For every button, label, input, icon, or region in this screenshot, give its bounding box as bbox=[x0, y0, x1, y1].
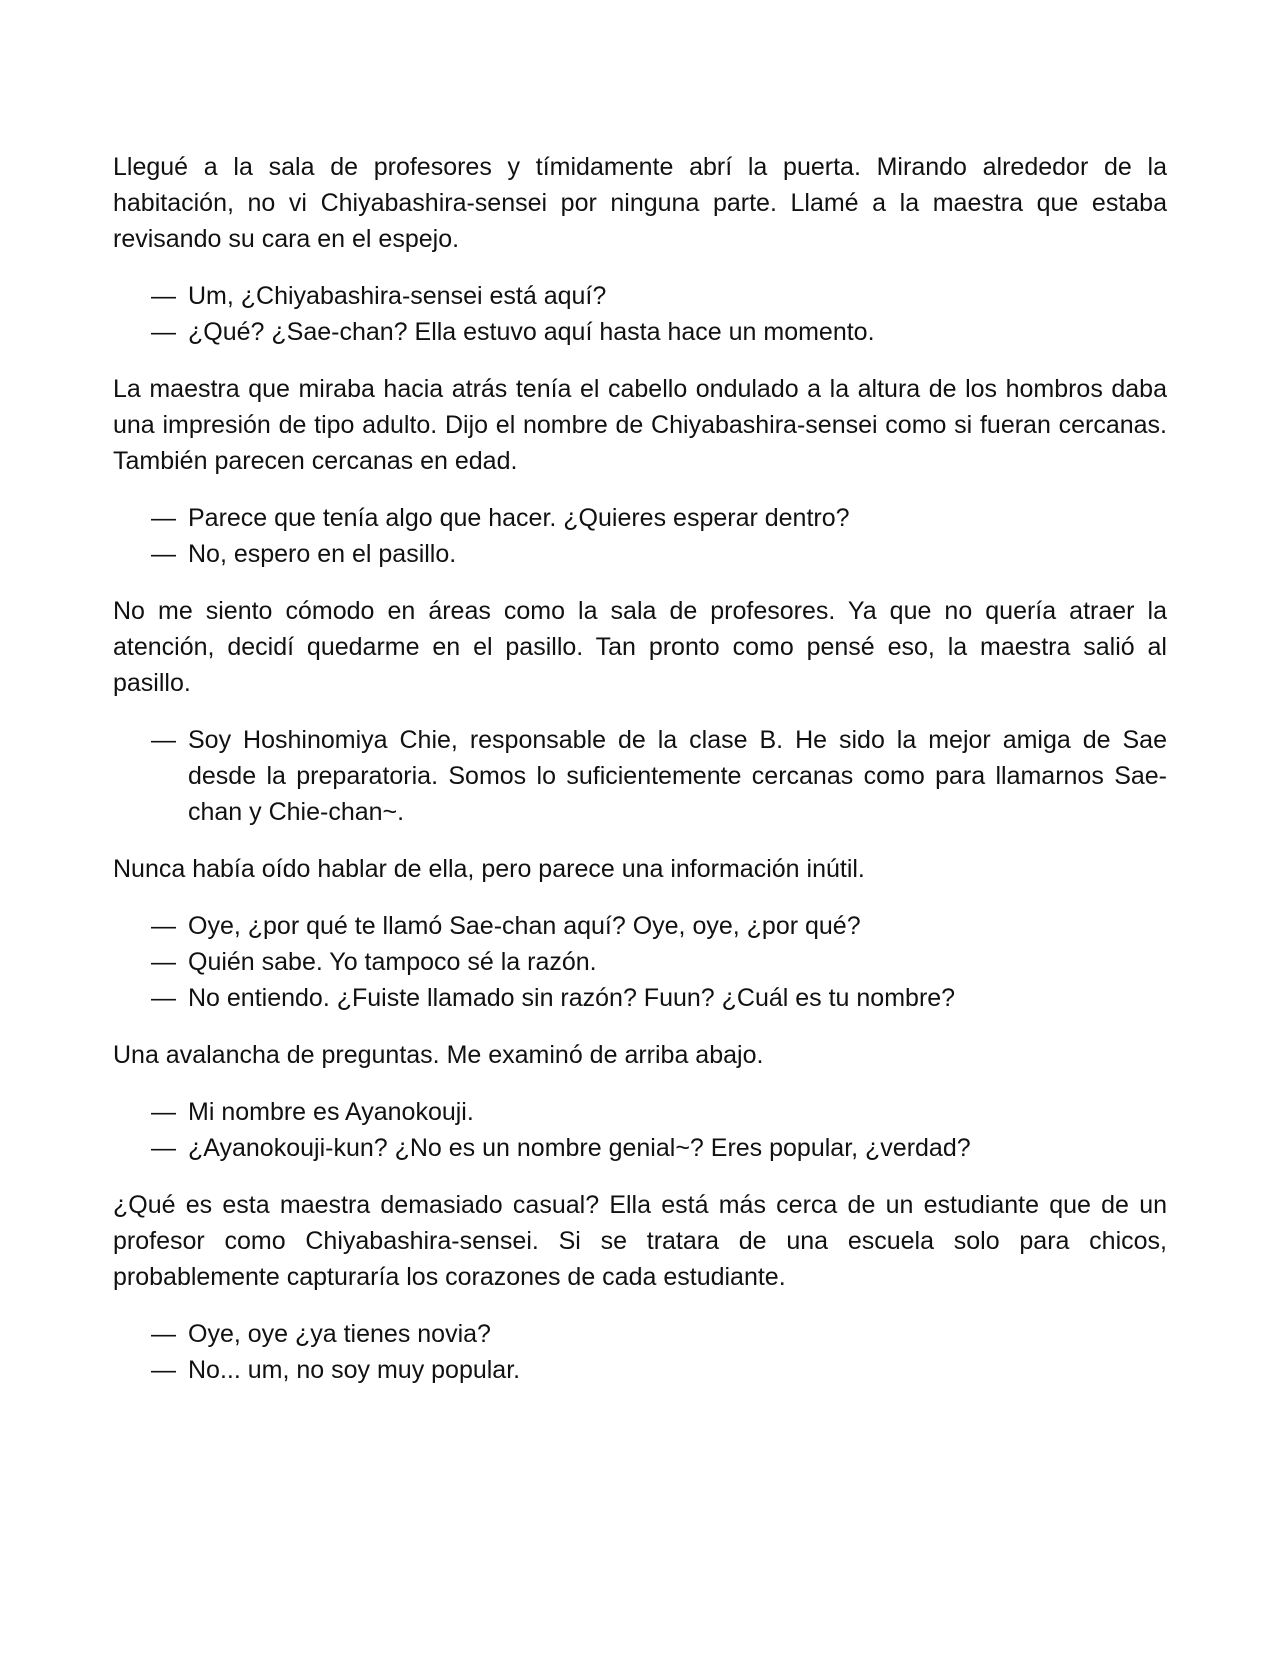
dialogue-dash: — bbox=[151, 540, 176, 568]
dialogue-text: Oye, ¿por qué te llamó Sae-chan aquí? Oye, oye, ¿por qué? bbox=[188, 912, 861, 940]
dialogue-text: Mi nombre es Ayanokouji. bbox=[188, 1098, 474, 1126]
dialogue-dash: — bbox=[151, 282, 176, 310]
narration-paragraph: ¿Qué es esta maestra demasiado casual? Ella está más cerca de un estudiante que de un profesor como Chiyabashira-sensei. Si se tratara de una escuela solo para chicos, probablemente capturaría los corazones de cada estudiante. bbox=[113, 1191, 1167, 1291]
dialogue-dash: — bbox=[151, 948, 176, 976]
dialogue-text: Quién sabe. Yo tampoco sé la razón. bbox=[188, 948, 597, 976]
dialogue-line bbox=[113, 722, 1167, 830]
dialogue-line bbox=[113, 500, 1167, 536]
dialogue-line bbox=[113, 1094, 1167, 1130]
dialogue-block bbox=[113, 278, 1167, 350]
dialogue-line bbox=[113, 1352, 1167, 1388]
narration-paragraph: Nunca había oído hablar de ella, pero parece una información inútil. bbox=[113, 855, 865, 883]
narration-paragraph: Llegué a la sala de profesores y tímidamente abrí la puerta. Mirando alrededor de la habitación, no vi Chiyabashira-sensei por ninguna parte. Llamé a la maestra que estaba revisando su cara en el espejo. bbox=[113, 153, 1167, 253]
dialogue-block bbox=[113, 722, 1167, 830]
dialogue-text: Parece que tenía algo que hacer. ¿Quieres esperar dentro? bbox=[188, 504, 850, 532]
dialogue-line bbox=[113, 980, 1167, 1016]
dialogue-block bbox=[113, 1094, 1167, 1166]
dialogue-text: Um, ¿Chiyabashira-sensei está aquí? bbox=[188, 282, 607, 310]
dialogue-block bbox=[113, 500, 1167, 572]
dialogue-dash: — bbox=[151, 1134, 176, 1162]
dialogue-dash: — bbox=[151, 318, 176, 346]
dialogue-line bbox=[113, 1130, 1167, 1166]
dialogue-text: Soy Hoshinomiya Chie, responsable de la clase B. He sido la mejor amiga de Sae desde la preparatoria. Somos lo suficientemente cercanas como para llamarnos Sae-chan y Chie-chan~. bbox=[188, 726, 1167, 826]
narration-paragraph: No me siento cómodo en áreas como la sala de profesores. Ya que no quería atraer la atención, decidí quedarme en el pasillo. Tan pronto como pensé eso, la maestra salió al pasillo. bbox=[113, 597, 1167, 697]
dialogue-block bbox=[113, 908, 1167, 1016]
dialogue-line bbox=[113, 944, 1167, 980]
dialogue-dash: — bbox=[151, 1098, 176, 1126]
dialogue-line bbox=[113, 1316, 1167, 1352]
dialogue-line bbox=[113, 908, 1167, 944]
dialogue-dash: — bbox=[151, 912, 176, 940]
dialogue-text: Oye, oye ¿ya tienes novia? bbox=[188, 1320, 491, 1348]
dialogue-line bbox=[113, 314, 1167, 350]
dialogue-text: ¿Qué? ¿Sae-chan? Ella estuvo aquí hasta hace un momento. bbox=[188, 318, 875, 346]
narration-paragraph: Una avalancha de preguntas. Me examinó de arriba abajo. bbox=[113, 1041, 764, 1069]
dialogue-text: No, espero en el pasillo. bbox=[188, 540, 457, 568]
dialogue-text: No... um, no soy muy popular. bbox=[188, 1356, 521, 1384]
dialogue-dash: — bbox=[151, 984, 176, 1012]
narration-paragraph: La maestra que miraba hacia atrás tenía el cabello ondulado a la altura de los hombros daba una impresión de tipo adulto. Dijo el nombre de Chiyabashira-sensei como si fueran cercanas. También parecen cercanas en edad. bbox=[113, 375, 1167, 475]
dialogue-dash: — bbox=[151, 1320, 176, 1348]
dialogue-text: No entiendo. ¿Fuiste llamado sin razón? Fuun? ¿Cuál es tu nombre? bbox=[188, 984, 956, 1012]
dialogue-text: ¿Ayanokouji-kun? ¿No es un nombre genial~? Eres popular, ¿verdad? bbox=[188, 1134, 971, 1162]
dialogue-line bbox=[113, 278, 1167, 314]
dialogue-line bbox=[113, 536, 1167, 572]
dialogue-dash: — bbox=[151, 1356, 176, 1384]
document-page bbox=[113, 149, 1167, 1409]
dialogue-dash: — bbox=[151, 726, 176, 754]
dialogue-block bbox=[113, 1316, 1167, 1388]
dialogue-dash: — bbox=[151, 504, 176, 532]
